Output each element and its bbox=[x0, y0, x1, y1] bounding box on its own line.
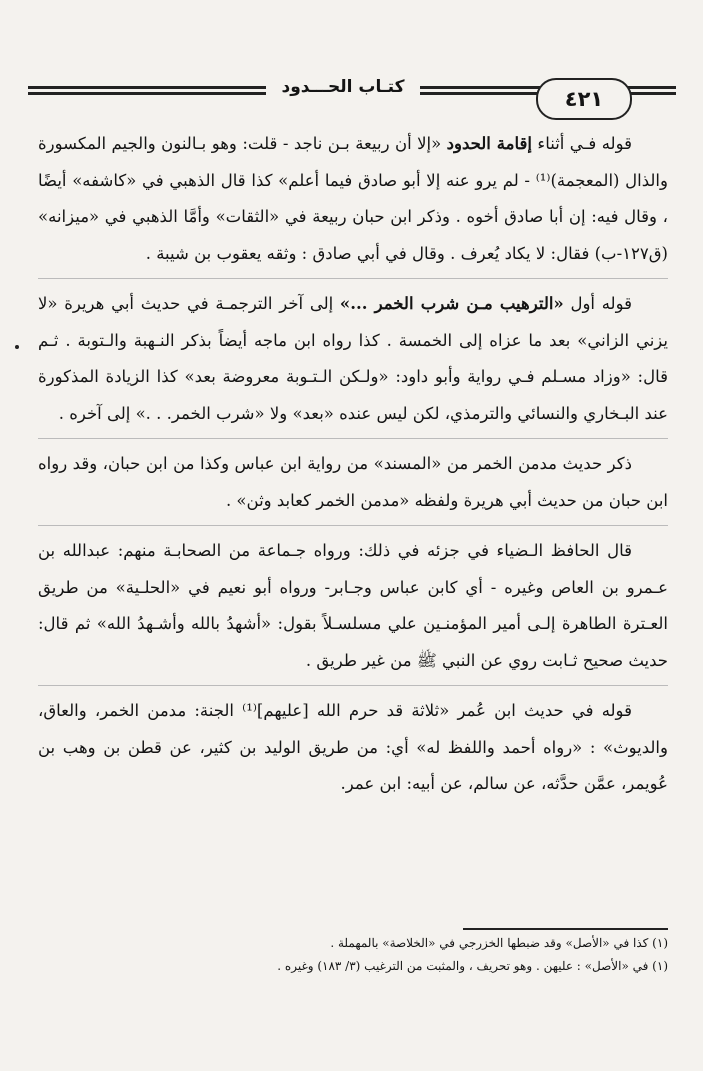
page-number: ٤٢١ bbox=[536, 78, 632, 120]
paragraph: قال الحافظ الـضياء في جزئه في ذلك: ورواه جـماعة من الصحابـة منهم: عبدالله بن عـمرو بن العاص وغيره - أي كابن عباس وجـابر- ورواه أبو نعيم في «الحلـية» من طريق العـترة الطاهرة إلـى أمير المؤمنـين علي مسلسـلاً بقول: «أشهدُ بالله وأشـهدُ الله» ثم قال: حديث صحيح ثـابت روي عن النبي ﷺ من غير طريق . bbox=[38, 541, 668, 670]
footnote-rule bbox=[463, 928, 668, 930]
main-text bbox=[38, 126, 668, 803]
paragraph: قوله فـي أثناء إقامة الحدود «إلا أن ربيعة بـن ناجد - قلت: وهو بـالنون والجيم المكسورة والذال (المعجمة)⁽¹⁾ - لم يرو عنه إلا أبو صادق فيما أعلم» كذا قال الذهبي في «كاشفه» أيضًا ، وقال فيه: إن أبا صادق أخوه . وذكر ابن حبان ربيعة في «الثقات» وأمَّا الذهبي في «ميزانه» (ق١٢٧-ب) فقال: لا يكاد يُعرف . وقال في أبي صادق : وثقه يعقوب بن شيبة . bbox=[38, 134, 668, 263]
paragraph-separator bbox=[38, 438, 668, 439]
paragraph: قوله في حديث ابن عُمر «ثلاثة قد حرم الله [عليهم]⁽¹⁾ الجنة: مدمن الخمر، والعاق، والديوث» : «رواه أحمد واللفظ له» أي: من طريق الوليد بن كثير، عن قطن بن وهب بن عُويمر، عمَّن حدَّثه، عن سالم، عن أبيه: ابن عمر. bbox=[38, 701, 668, 793]
header-rule bbox=[28, 86, 266, 89]
footnotes bbox=[38, 932, 668, 978]
running-header bbox=[28, 72, 676, 122]
paragraph: ذكر حديث مدمن الخمر من «المسند» من رواية ابن عباس وكذا من ابن حبان، وقد رواه ابن حبان من حديث أبي هريرة ولفظه «مدمن الخمر كعابد وثن» . bbox=[38, 454, 668, 510]
footnote: (١) في «الأصل» : عليهن . وهو تحريف ، والمثبت من الترغيب (٣/ ١٨٣) وغيره . bbox=[277, 959, 668, 973]
header-rule bbox=[28, 92, 266, 95]
paragraph-separator bbox=[38, 525, 668, 526]
footnote: (١) كذا في «الأصل» وقد ضبطها الخزرجي في «الخلاصة» بالمهملة . bbox=[330, 936, 668, 950]
paragraph-separator bbox=[38, 278, 668, 279]
margin-mark bbox=[15, 345, 19, 349]
book-title: كتـاب الحـــدود bbox=[281, 77, 405, 97]
paragraph-separator bbox=[38, 685, 668, 686]
paragraph: قوله أول «الترهيب مـن شرب الخمر ...» إلى آخر الترجمـة في حديث أبي هريرة «لا يزني الزاني» بعد ما عزاه إلى الخمسة . كذا رواه ابن ماجه أيضاً بذكر النـهبة والـتوبة . ثـم قال: «وزاد مسـلم فـي رواية وأبو داود: «ولـكن الـتـوبة معروضة بعد» كذا الزيادة المذكورة عند البـخاري والنسائي والترمذي، لكن ليس عنده «بعد» ولا «شرب الخمر. . .» إلى آخره . bbox=[38, 294, 668, 423]
